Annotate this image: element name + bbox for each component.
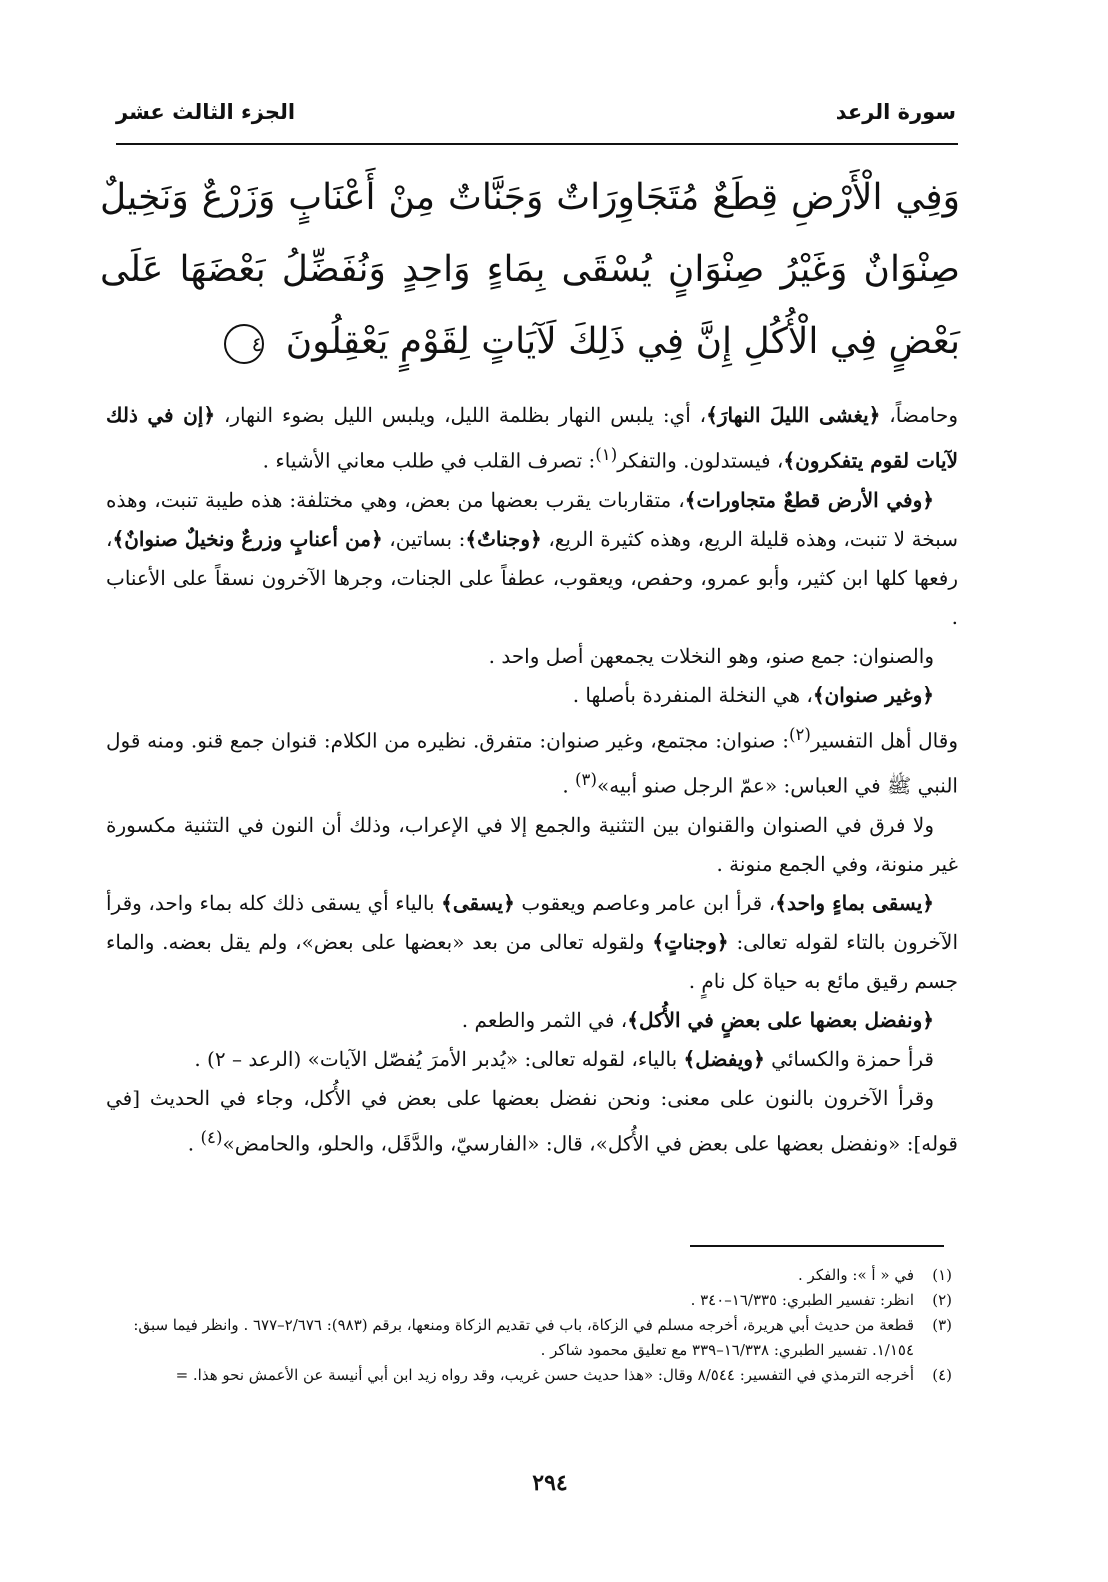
- paragraph-4: [106, 676, 958, 715]
- running-header: [116, 92, 956, 132]
- paragraph-10: [106, 1079, 958, 1164]
- quote: ﴿يسقى بماءٍ واحد﴾: [775, 890, 934, 915]
- text: .: [187, 1131, 201, 1156]
- text: .: [562, 773, 576, 798]
- footnote-text: قطعة من حديث أبي هريرة، أخرجه مسلم في الزكاة، باب في تقديم الزكاة ومنعها، برقم (٩٨٣): ٢/٦٧٦–٦٧٧ . وانظر فيما سبق: ١/١٥٤. تفسير الطبري: ١٦/٣٣٨–٣٣٩ مع تعليق محمود شاكر .: [133, 1316, 914, 1359]
- footnote-text: انظر: تفسير الطبري: ١٦/٣٣٥–٣٤٠ .: [690, 1291, 914, 1309]
- surah-title: سورة الرعد: [835, 100, 956, 124]
- footnote-number: (١): [932, 1266, 952, 1284]
- footnote-1: [100, 1263, 952, 1288]
- footnote-ref: (١): [595, 445, 618, 464]
- text: ، في الثمر والطعم .: [461, 1007, 628, 1032]
- commentary: [106, 396, 958, 1164]
- text: ، هي النخلة المنفردة بأصلها .: [572, 682, 813, 707]
- quote: ﴿من أعنابٍ وزرعٌ ونخيلٌ صنوانٌ﴾: [112, 526, 383, 551]
- footnote-number: (٢): [932, 1291, 952, 1309]
- text: ، متقاربات يقرب بعضها من بعض، وهي مختلفة: هذه طيبة تنبت، وهذه سبخة لا تنبت، وهذه قليلة الريع، وهذه كثيرة الريع،: [106, 487, 958, 551]
- paragraph-6: ولا فرق في الصنوان والقنوان بين التثنية والجمع إلا في الإعراب، وذلك أن النون في التثنية مكسورة غير منونة، وفي الجمع منونة .: [106, 812, 958, 876]
- text: ، رفعها كلها ابن كثير، وأبو عمرو، وحفص، ويعقوب، عطفاً على الجنات، وجرها الآخرون نسقاً على الأعناب .: [106, 526, 958, 629]
- text: ، أي: يلبس النهار بظلمة الليل، ويلبس الليل بضوء النهار،: [215, 403, 707, 427]
- text: ، فيستدلون. والتفكر: [617, 448, 784, 473]
- paragraph-1: [106, 396, 958, 481]
- verse-text: وَفِي الْأَرْضِ قِطَعٌ مُتَجَاوِرَاتٌ وَجَنَّاتٌ مِنْ أَعْنَابٍ وَزَرْعٌ وَنَخِيلٌ صِنْوَانٌ وَغَيْرُ صِنْوَانٍ يُسْقَى بِمَاءٍ وَاحِدٍ وَنُفَضِّلُ بَعْضَهَا عَلَى بَعْضٍ فِي الْأُكُلِ إِنَّ فِي ذَلِكَ لَآيَاتٍ لِقَوْمٍ يَعْقِلُونَ: [100, 177, 960, 362]
- quote: ﴿ونفضل بعضها على بعضٍ في الأُكل﴾: [627, 1007, 934, 1032]
- footnote-ref: (٢): [788, 724, 811, 744]
- page-number: ٢٩٤: [532, 1470, 568, 1496]
- footnote-text: أخرجه الترمذي في التفسير: ٨/٥٤٤ وقال: «هذا حديث حسن غريب، وقد رواه زيد ابن أبي أنيسة عن الأعمش نحو هذا. =: [175, 1366, 914, 1384]
- quote: ﴿ويفضل﴾: [683, 1046, 765, 1071]
- paragraph-5: [106, 715, 958, 806]
- footnote-number: (٣): [932, 1316, 952, 1334]
- quran-verse: [100, 162, 960, 378]
- text: : تصرف القلب في طلب معاني الأشياء .: [262, 448, 596, 473]
- verse-number-marker: ٤: [224, 324, 264, 364]
- quote: ﴿وغير صنوان﴾: [812, 682, 934, 707]
- paragraph-2: [106, 481, 958, 637]
- part-title: الجزء الثالث عشر: [116, 100, 296, 124]
- quote: ﴿يسقى﴾: [441, 890, 515, 915]
- footnote-text: في « أ »: والفكر .: [798, 1266, 914, 1284]
- paragraph-7: [106, 884, 958, 1001]
- text: بالياء، لقوله تعالى: «يُدبر الأمرَ يُفصّل الآيات» (الرعد – ٢) .: [194, 1046, 684, 1071]
- footnote-3: [100, 1313, 952, 1363]
- text: ولقوله تعالى من بعد «بعضها على بعض»، ولم يقل بعضه. والماء جسم رقيق مائع به حياة كل نامٍ .: [106, 929, 958, 993]
- quote: ﴿وجناتٌ﴾: [465, 526, 542, 551]
- footnote-4: [100, 1363, 952, 1388]
- text: : صنوان: مجتمع، وغير صنوان: متفرق. نظيره من الكلام: قنوان جمع قنو. ومنه قول النبي ﷺ في العباس: «عمّ الرجل صنو أبيه»: [106, 728, 958, 798]
- quote: ﴿وفي الأرض قطعٌ متجاورات﴾: [684, 487, 934, 512]
- footnote-ref: (٣): [575, 770, 597, 790]
- paragraph-9: [106, 1040, 958, 1079]
- paragraph-8: [106, 1001, 958, 1040]
- footnote-2: [100, 1288, 952, 1313]
- footnotes: [100, 1263, 952, 1388]
- text: بالياء أي يسقى ذلك كله بماء واحد، وقرأ الآخرون بالتاء لقوله تعالى:: [106, 890, 959, 954]
- quote: ﴿يغشى الليلَ النهارَ﴾: [706, 403, 881, 427]
- quote: ﴿وجناتٍ﴾: [652, 929, 729, 954]
- text: وقال أهل التفسير: [810, 728, 958, 753]
- text: ، قرأ ابن عامر وعاصم ويعقوب: [514, 890, 776, 915]
- text: قرأ حمزة والكسائي: [764, 1046, 934, 1071]
- footnote-number: (٤): [932, 1366, 952, 1384]
- text: وحامضاً،: [880, 403, 959, 427]
- text: : بساتين،: [382, 526, 466, 551]
- footnote-ref: (٤): [200, 1127, 223, 1147]
- header-divider: [116, 143, 958, 145]
- quote: ﴿إن في ذلك لآيات لقوم يتفكرون﴾: [106, 403, 958, 473]
- paragraph-3: والصنوان: جمع صنو، وهو النخلات يجمعهن أصل واحد .: [488, 643, 934, 668]
- text: وقرأ الآخرون بالنون على معنى: ونحن نفضل بعضها على بعض في الأُكل، وجاء في الحديث [في قوله]: «ونفضل بعضها على بعض في الأُكل»، قال: «الفارسيّ، والدَّقَل، والحلو، والحامض»: [106, 1085, 958, 1156]
- footnote-divider: [690, 1245, 944, 1247]
